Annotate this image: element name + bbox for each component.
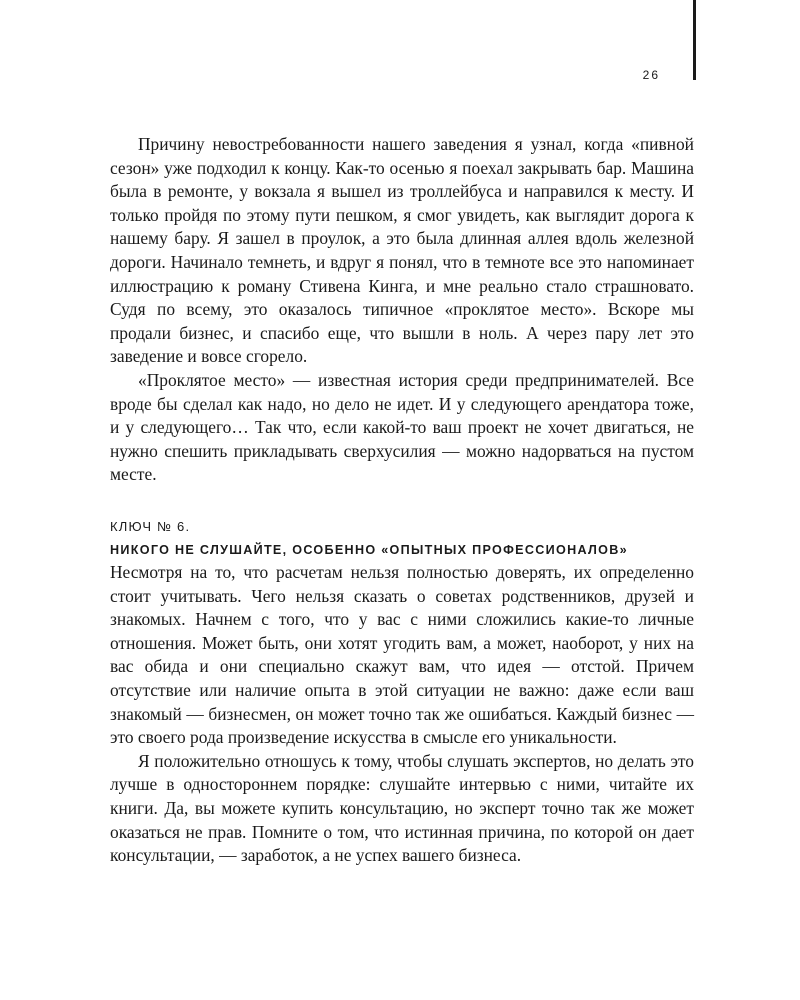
paragraph: Я положительно отношусь к тому, чтобы слушать экспертов, но делать это лучше в одностороннем порядке: слушайте интервью с ними, читайте их книги. Да, вы можете купить консультацию, но эксперт точно так же может оказаться не прав. Помните о том, что истинная причина, по которой он дает консультации, — заработок, а не успех вашего бизнеса. xyxy=(110,750,694,866)
key-label: КЛЮЧ № 6. xyxy=(110,519,191,534)
paragraph: «Проклятое место» — известная история среди предпринимателей. Все вроде бы сделал как надо, но дело не идет. И у следующего арендатора тоже, и у следующего… Так что, если какой-то ваш проект не хочет двигаться, не нужно спешить прикладывать сверхусилия — можно надорваться на пустом месте. xyxy=(110,369,694,485)
paragraph: Несмотря на то, что расчетам нельзя полностью доверять, их определенно стоит учитывать. Чего нельзя сказать о советах родственников, друзей и знакомых. Начнем с того, что у вас с ними сложились какие-то личные отношения. Может быть, они хотят угодить вам, а может, наоборот, у них на вас обида и они специально скажут вам, что идея — отстой. Причем отсутствие или наличие опыта в этой ситуации не важно: даже если ваш знакомый — бизнесмен, он может точно так же ошибаться. Каждый бизнес — это своего рода произведение искусства в смысле его уникальности. xyxy=(110,562,694,748)
page-edge-rule xyxy=(693,0,696,80)
paragraph: Причину невостребованности нашего заведения я узнал, когда «пивной сезон» уже подходил к концу. Как-то осенью я поехал закрывать бар. Машина была в ремонте, у вокзала я вышел из троллейбуса и направился к месту. И только пройдя по этому пути пешком, я смог увидеть, как выглядит дорога к нашему бару. Я зашел в проулок, а это была длинная аллея вдоль железной дороги. Начинало темнеть, и вдруг я понял, что в темноте все это напоминает иллюстрацию к роману Стивена Кинга, и мне реально стало страшновато. Судя по всему, это оказалось типичное «проклятое место». Вскоре мы продали бизнес, и спасибо еще, что вышли в ноль. А через пару лет это заведение и вовсе сгорело. xyxy=(110,134,694,367)
body-section-1 xyxy=(110,133,694,487)
body-section-2 xyxy=(110,561,694,868)
key-title: НИКОГО НЕ СЛУШАЙТЕ, ОСОБЕННО «ОПЫТНЫХ ПРОФЕССИОНАЛОВ» xyxy=(110,543,628,557)
page-number: 26 xyxy=(642,68,660,82)
